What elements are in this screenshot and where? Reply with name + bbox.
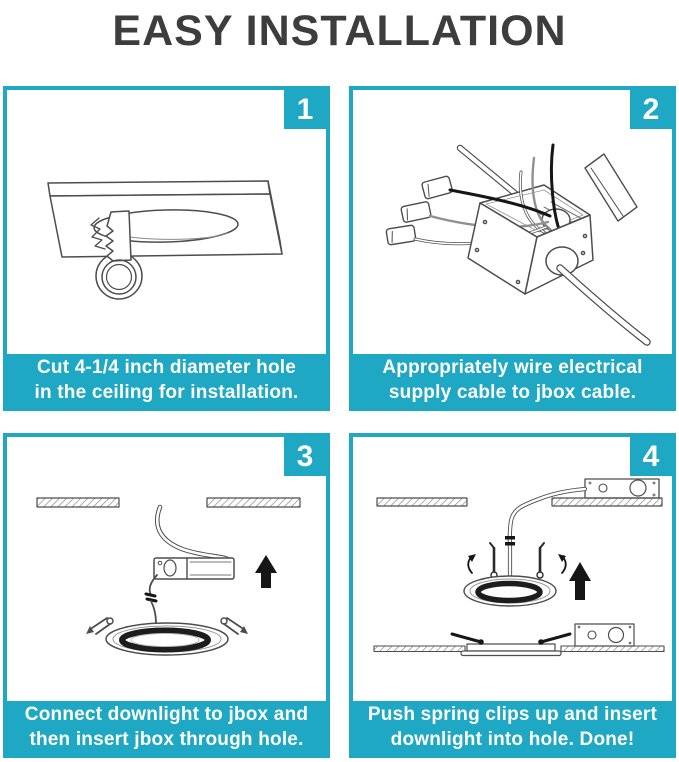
step-number-badge: 4	[630, 437, 672, 476]
jbox-to-downlight-wire	[146, 575, 157, 623]
jbox-resting-on-ceiling	[575, 624, 634, 646]
rotate-arrow-left	[468, 554, 476, 573]
step-1-caption	[7, 354, 326, 407]
jbox-lid-flap	[585, 154, 637, 221]
step-number-badge: 2	[630, 90, 672, 129]
downlight	[86, 618, 248, 655]
caption-line: then insert jbox through hole.	[29, 728, 304, 750]
page-title: EASY INSTALLATION	[112, 7, 567, 55]
ceiling-cross-section-top	[377, 498, 662, 506]
downlight-top-view	[464, 576, 556, 606]
spring-clip-pins	[468, 543, 566, 578]
caption-line: Push spring clips up and insert	[367, 703, 658, 725]
caption-line: Connect downlight to jbox and	[24, 703, 309, 725]
installed-downlight-cross-section	[374, 624, 664, 656]
supply-cable	[157, 507, 231, 563]
caption-line: Appropriately wire electrical	[382, 356, 643, 378]
junction-box-wiring-illustration	[353, 90, 672, 354]
ceiling-cross-section	[37, 498, 300, 507]
step-3-art	[7, 437, 326, 701]
caption-line: Cut 4-1/4 inch diameter hole	[37, 356, 296, 378]
step-4-caption	[353, 701, 672, 754]
steps-grid	[3, 86, 676, 758]
jbox-above-ceiling	[585, 479, 659, 498]
keyhole-saw-cutting-ceiling-hole-illustration	[7, 90, 326, 354]
step-3-caption	[7, 701, 326, 754]
caption-line: supply cable to jbox cable.	[388, 381, 637, 403]
step-number-badge: 1	[284, 90, 326, 129]
step-panel-1	[3, 86, 330, 411]
spring-clip-right	[221, 618, 248, 634]
step-number-badge: 3	[284, 437, 326, 476]
step-panel-2	[349, 86, 676, 411]
downlight-inserted-into-hole-illustration	[353, 437, 672, 701]
output-cable	[546, 247, 647, 342]
step-2-caption	[353, 354, 672, 407]
step-panel-3	[3, 433, 330, 758]
downlight-connected-to-jbox-illustration	[7, 437, 326, 701]
spring-clip-left	[86, 618, 113, 634]
rotate-arrow-right	[558, 554, 566, 573]
up-arrow	[255, 555, 277, 588]
step-panel-4	[349, 433, 676, 758]
step-2-art	[353, 90, 672, 354]
jbox	[154, 558, 234, 579]
step-4-art	[353, 437, 672, 701]
step-1-art	[7, 90, 326, 354]
caption-line: downlight into hole. Done!	[390, 728, 635, 750]
caption-line: in the ceiling for installation.	[34, 381, 299, 403]
up-arrow	[569, 562, 591, 600]
